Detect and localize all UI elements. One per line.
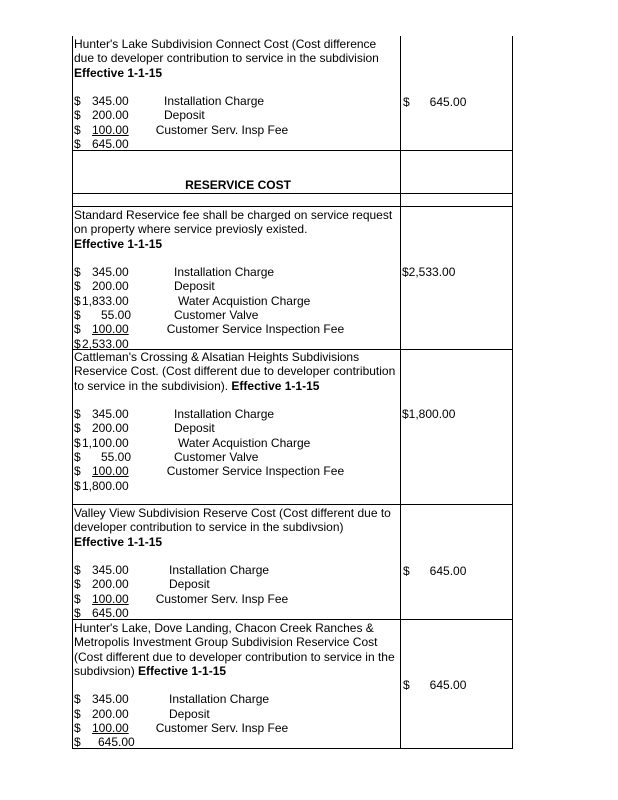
row-divider — [72, 206, 513, 207]
section-total-amount: $ 645.00 — [403, 95, 467, 109]
description-line: on property where service previosly existed. — [74, 222, 308, 237]
charge-line: $ 200.00 Deposit — [74, 421, 215, 436]
charge-line: $ 345.00 Installation Charge — [74, 563, 270, 578]
section-total-amount: $1,800.00 — [402, 407, 456, 421]
charge-line: $ 200.00 Deposit — [74, 577, 210, 592]
effective-date: Effective 1-1-15 — [138, 663, 227, 678]
effective-date: Effective 1-1-15 — [231, 378, 320, 393]
description-line: due to developer contribution to service in the subdivision — [74, 51, 379, 66]
total-line: $1,800.00 — [74, 478, 129, 493]
description-line: Hunter's Lake Subdivision Connect Cost (Cost difference — [74, 37, 377, 51]
description-line: to service in the subdivision). Effective 1-1-15 — [74, 378, 320, 393]
charge-line: $1,833.00 Water Acquistion Charge — [74, 293, 311, 308]
description-line: Reservice Cost. (Cost different due to developer contribution — [74, 364, 396, 379]
description-line: Metropolis Investment Group Subdivision Reservice Cost — [74, 635, 378, 650]
charge-line: $ 345.00 Installation Charge — [74, 265, 275, 280]
charge-line: $1,100.00 Water Acquistion Charge — [74, 435, 311, 450]
hunters-lake-reservice-section — [74, 621, 402, 750]
section-total-amount: $2,533.00 — [402, 265, 456, 279]
effective-date: Effective 1-1-15 — [74, 534, 163, 549]
charge-line: $ 100.00 Customer Serv. Insp Fee — [74, 721, 289, 736]
valley-view-section — [74, 506, 402, 620]
charge-line: $ 100.00 Customer Serv. Insp Fee — [74, 122, 289, 137]
reservice-cost-heading: RESERVICE COST — [185, 178, 291, 192]
charge-line: $ 200.00 Deposit — [74, 706, 210, 721]
effective-date: Effective 1-1-15 — [74, 236, 163, 251]
description-line: developer contribution to service in the subdivsion) — [74, 520, 344, 535]
standard-reservice-section — [74, 208, 402, 351]
section-total-amount: $ 645.00 — [403, 564, 467, 578]
row-divider — [72, 193, 513, 194]
charge-line: $ 200.00 Deposit — [74, 108, 205, 123]
table-border-right — [512, 36, 513, 748]
description-line: (Cost different due to developer contribution to service in the — [74, 649, 395, 664]
description-line: Standard Reservice fee shall be charged on service request — [74, 208, 393, 222]
charge-line: $ 55.00 Customer Valve — [74, 450, 259, 465]
cattlemans-crossing-section — [74, 350, 402, 493]
effective-date: Effective 1-1-15 — [74, 65, 163, 80]
total-line: $ 645.00 — [74, 606, 129, 621]
total-line: $ 645.00 — [74, 735, 135, 750]
charge-line: $ 345.00 Installation Charge — [74, 407, 275, 422]
description-line: subdivsion) Effective 1-1-15 — [74, 663, 227, 678]
charge-line: $ 55.00 Customer Valve — [74, 308, 259, 323]
total-line: $ 645.00 — [74, 137, 129, 152]
section-total-amount: $ 645.00 — [403, 678, 467, 692]
description-line: Valley View Subdivision Reserve Cost (Cost different due to — [74, 506, 391, 520]
charge-line: $ 100.00 Customer Serv. Insp Fee — [74, 591, 289, 606]
charge-line: $ 345.00 Installation Charge — [74, 94, 265, 109]
description-line: Cattleman's Crossing & Alsatian Heights Subdivisions — [74, 350, 360, 364]
total-line: $2,533.00 — [74, 336, 129, 351]
row-divider — [72, 504, 513, 505]
table-border-left — [72, 36, 73, 748]
charge-line: $ 100.00 Customer Service Inspection Fee — [74, 464, 345, 479]
hunters-lake-connect-section — [74, 37, 402, 151]
charge-line: $ 100.00 Customer Service Inspection Fee — [74, 322, 345, 337]
description-line: Hunter's Lake, Dove Landing, Chacon Creek Ranches & — [74, 621, 374, 635]
charge-line: $ 200.00 Deposit — [74, 279, 215, 294]
charge-line: $ 345.00 Installation Charge — [74, 692, 270, 707]
